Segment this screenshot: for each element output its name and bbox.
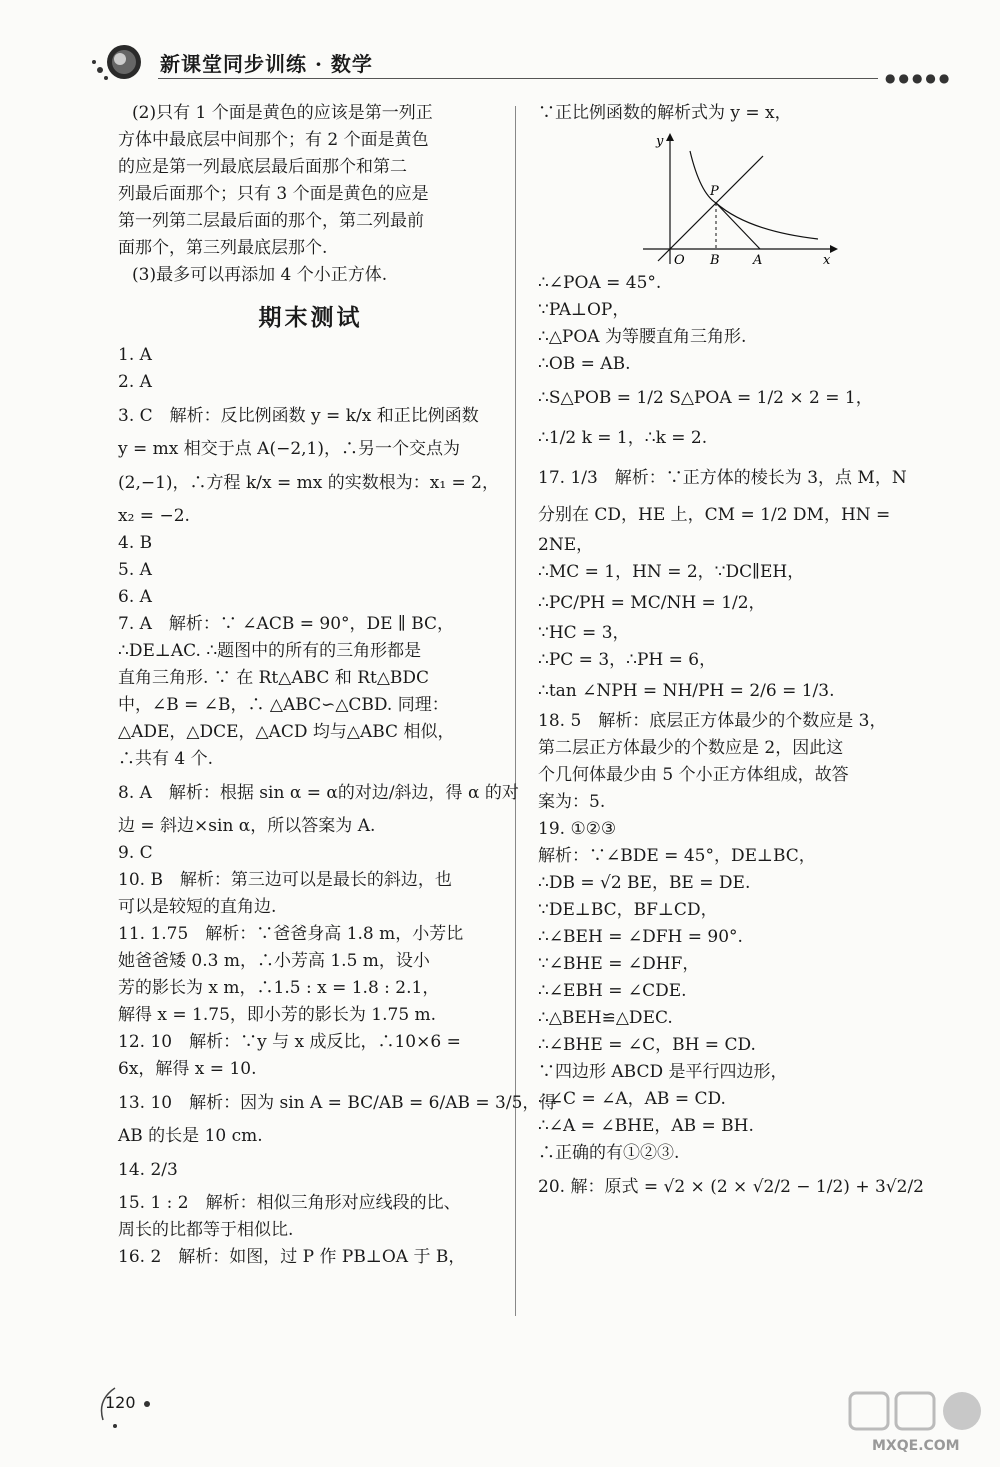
answer-11: 11. 1.75 解析：∵爸爸身高 1.8 m，小芳比: [118, 924, 464, 944]
answer-20: 20. 解：原式 = √2 × (2 × √2/2 − 1/2) + 3√2/2: [538, 1177, 924, 1197]
label-a: A: [753, 253, 763, 266]
answer-16-line: ∴OB = AB.: [538, 354, 631, 374]
answer-7: △ADE，△DCE，△ACD 均与△ABC 相似，: [118, 722, 455, 742]
answer-15: 15. 1 : 2 解析：相似三角形对应线段的比、: [118, 1193, 461, 1213]
section-title: 期末测试: [258, 305, 363, 331]
answer-17: 2NE，: [538, 535, 594, 555]
header-rule: [158, 78, 878, 79]
answer-12: 12. 10 解析：∵y 与 x 成反比，∴10×6 =: [118, 1032, 461, 1052]
answer-line: 第一列第二层最后面的那个，第二列最前: [118, 211, 424, 231]
answer-7: ∴DE⊥AC. ∴题图中的所有的三角形都是: [118, 641, 422, 661]
answer-16-line: ∵PA⊥OP，: [538, 300, 630, 320]
answer-3: 3. C 解析：反比例函数 y = k/x 和正比例函数: [118, 406, 479, 426]
answer-9: 9. C: [118, 843, 153, 863]
answer-19: ∴正确的有①②③.: [538, 1143, 680, 1163]
header-title: 新课堂同步训练 · 数学: [160, 52, 373, 76]
label-x: x: [823, 253, 831, 266]
answer-17: 17. 1/3 解析：∵正方体的棱长为 3，点 M，N: [538, 468, 907, 488]
segment-pa: [716, 203, 760, 249]
answer-10: 10. B 解析：第三边可以是最长的斜边，也: [118, 870, 452, 890]
answer-16-line: ∴1/2 k = 1，∴k = 2.: [538, 428, 708, 448]
answer-10: 可以是较短的直角边.: [118, 897, 277, 917]
answer-2: 2. A: [118, 372, 152, 392]
left-column: [118, 100, 557, 1271]
answer-15: 周长的比都等于相似比.: [118, 1220, 294, 1240]
answer-16-line: ∴∠POA = 45°.: [538, 273, 662, 293]
answer-4: 4. B: [118, 533, 153, 553]
answer-line: (3)最多可以再添加 4 个小正方体.: [132, 265, 388, 285]
answer-19: ∵四边形 ABCD 是平行四边形，: [538, 1062, 788, 1082]
answer-13: AB 的长是 10 cm.: [118, 1126, 263, 1146]
answer-19: ∵DE⊥BC，BF⊥CD，: [538, 900, 718, 920]
answer-18: 18. 5 解析：底层正方体最少的个数应是 3，: [538, 711, 887, 731]
answer-19: 解析：∵∠BDE = 45°，DE⊥BC，: [538, 846, 816, 866]
page-header: [90, 38, 960, 88]
answer-16-line: ∵正比例函数的解析式为 y = x，: [538, 103, 792, 123]
answer-17: ∵HC = 3，: [538, 623, 630, 643]
answer-17: 分别在 CD，HE 上，CM = 1/2 DM，HN =: [538, 505, 891, 525]
answer-12: 6x，解得 x = 10.: [118, 1059, 257, 1079]
page-number: 120: [105, 1393, 136, 1412]
answer-6: 6. A: [118, 587, 152, 607]
answer-19: ∴DB = √2 BE，BE = DE.: [538, 873, 751, 893]
answer-11: 芳的影长为 x m，∴1.5 : x = 1.8 : 2.1，: [118, 978, 440, 998]
header-dots-icon: ●●●●●: [885, 71, 953, 85]
answer-19: ∴∠EBH = ∠CDE.: [538, 981, 687, 1001]
book-logo-icon: [90, 40, 146, 84]
answer-19: 19. ①②③: [538, 819, 617, 839]
answer-8: 8. A 解析：根据 sin α = α的对边/斜边，得 α 的对: [118, 783, 519, 803]
y-axis-arrow-icon: [666, 133, 674, 141]
answer-19: ∴△BEH≌△DEC.: [538, 1008, 673, 1028]
answer-line: 方体中最底层中间那个；有 2 个面是黄色: [118, 130, 429, 150]
answer-16-line: ∴△POA 为等腰直角三角形.: [538, 327, 747, 347]
answer-7: 中，∠B = ∠B，∴ △ABC∽△CBD. 同理：: [118, 695, 449, 715]
watermark-text: MXQE.COM: [872, 1438, 960, 1454]
label-y: y: [656, 134, 664, 149]
answer-8: 边 = 斜边×sin α，所以答案为 A.: [118, 816, 376, 836]
answer-line: 列最后面那个；只有 3 个面是黄色的应是: [118, 184, 429, 204]
label-o: O: [674, 253, 685, 266]
x-axis-arrow-icon: [830, 245, 838, 253]
line-y-equals-x: [658, 156, 763, 261]
answer-7: ∴共有 4 个.: [118, 749, 214, 769]
answer-17: ∴PC = 3，∴PH = 6，: [538, 650, 717, 670]
answer-17: ∴MC = 1，HN = 2，∵DC∥EH，: [538, 562, 805, 582]
answer-line: 面那个，第三列最底层那个.: [118, 238, 328, 258]
answer-13: 13. 10 解析：因为 sin A = BC/AB = 6/AB = 3/5，得: [118, 1093, 557, 1113]
answer-18: 案为：5.: [538, 792, 606, 812]
answer-16: 16. 2 解析：如图，过 P 作 PB⊥OA 于 B，: [118, 1247, 466, 1267]
answer-14: 14. 2/3: [118, 1160, 178, 1180]
answer-16-line: ∴S△POB = 1/2 S△POA = 1/2 × 2 = 1，: [538, 388, 873, 408]
label-b: B: [710, 253, 720, 266]
answer-17: ∴tan ∠NPH = NH/PH = 2/6 = 1/3.: [538, 681, 835, 701]
answer-19: ∴∠C = ∠A，AB = CD.: [538, 1089, 726, 1109]
answer-18: 第二层正方体最少的个数应是 2，因此这: [538, 738, 844, 758]
answer-19: ∴∠A = ∠BHE，AB = BH.: [538, 1116, 754, 1136]
function-graph-figure: [638, 131, 838, 266]
answer-18: 个几何体最少由 5 个小正方体组成，故答: [538, 765, 849, 785]
label-p: P: [710, 184, 719, 199]
answer-line: (2)只有 1 个面是黄色的应该是第一列正: [132, 103, 433, 123]
answer-3: y = mx 相交于点 A(−2,1)，∴另一个交点为: [118, 439, 460, 459]
answer-5: 5. A: [118, 560, 152, 580]
answer-7: 7. A 解析：∵ ∠ACB = 90°，DE ∥ BC，: [118, 614, 455, 634]
right-column: [538, 100, 938, 1207]
answer-3: (2,−1)，∴方程 k/x = mx 的实数根为：x₁ = 2，: [118, 473, 499, 493]
answer-17: ∴PC/PH = MC/NH = 1/2，: [538, 593, 766, 613]
answer-11: 她爸爸矮 0.3 m，∴小芳高 1.5 m，设小: [118, 951, 430, 971]
answer-19: ∴∠BHE = ∠C，BH = CD.: [538, 1035, 756, 1055]
answer-7: 直角三角形. ∵ 在 Rt△ABC 和 Rt△BDC: [118, 668, 430, 688]
answer-19: ∵∠BHE = ∠DHF，: [538, 954, 700, 974]
column-divider: [515, 106, 516, 1316]
answer-19: ∴∠BEH = ∠DFH = 90°.: [538, 927, 743, 947]
answer-line: 的应是第一列最底层最后面那个和第二: [118, 157, 407, 177]
answer-1: 1. A: [118, 345, 152, 365]
answer-3: x₂ = −2.: [118, 506, 190, 526]
answer-11: 解得 x = 1.75，即小芳的影长为 1.75 m.: [118, 1005, 437, 1025]
